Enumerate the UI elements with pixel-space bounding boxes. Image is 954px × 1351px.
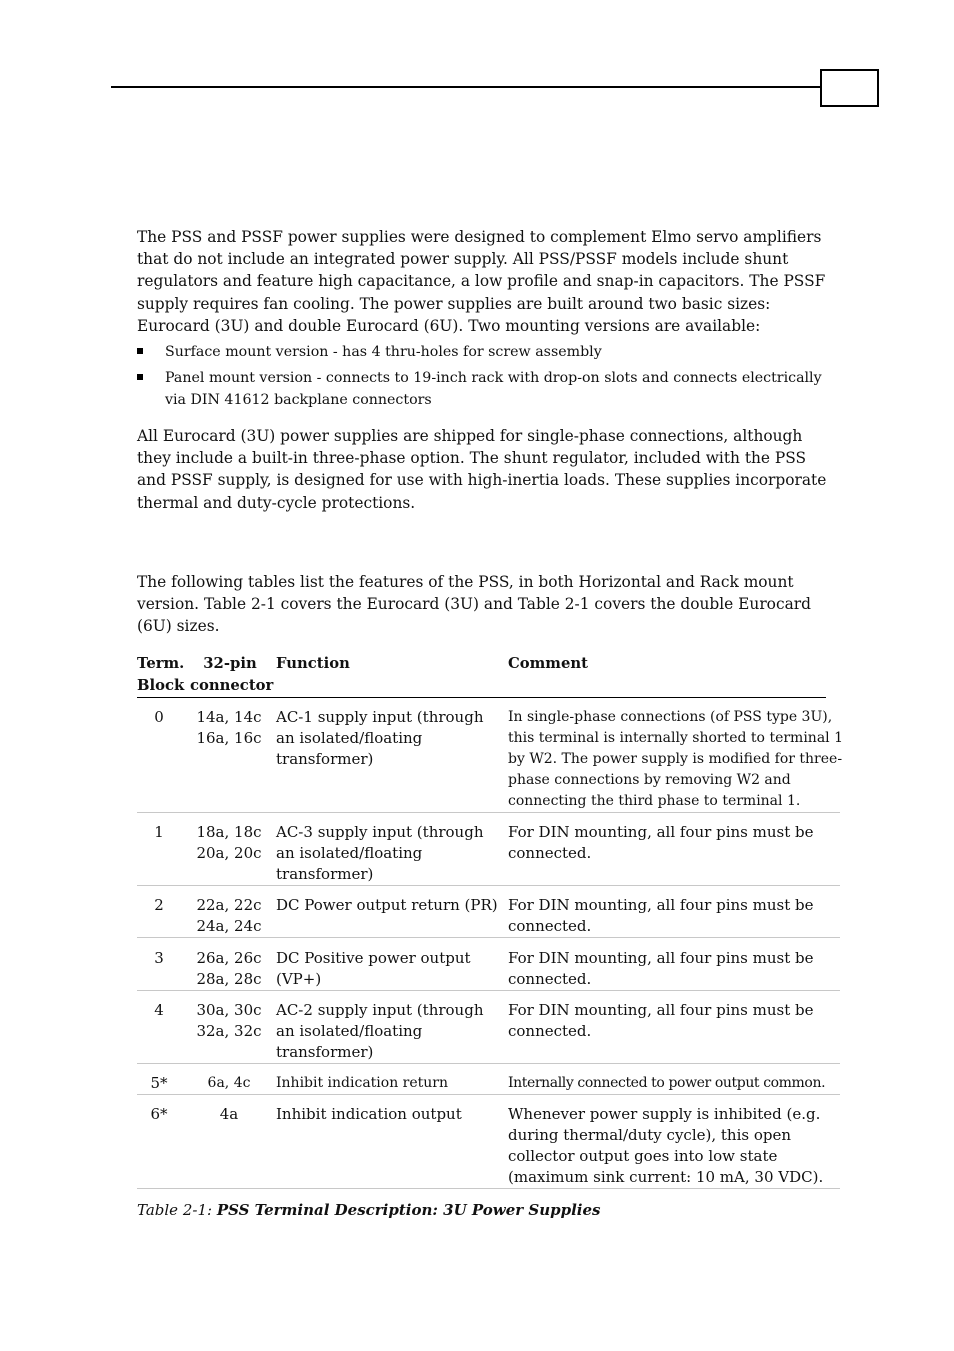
pins-line: 20a, 20c xyxy=(196,844,262,862)
term-cell: 0 xyxy=(154,708,164,726)
header-term xyxy=(137,653,184,697)
pins-cell xyxy=(189,1000,269,1042)
pins-line: 32a, 32c xyxy=(196,1022,262,1040)
list-item xyxy=(137,341,837,363)
pins-line: 16a, 16c xyxy=(196,729,262,747)
function-cell: Inhibit indication return xyxy=(276,1075,449,1091)
page-number-box xyxy=(820,69,879,107)
row-divider xyxy=(137,885,840,886)
caption-prefix: Table 2-1: xyxy=(137,1201,217,1219)
pins-line: 24a, 24c xyxy=(196,917,262,935)
bullet-icon xyxy=(137,348,143,354)
header-connector xyxy=(190,653,274,697)
pins-line: 22a, 22c xyxy=(196,896,262,914)
bullet-icon xyxy=(137,374,143,380)
comment-cell: For DIN mounting, all four pins must be connected. xyxy=(508,896,814,935)
term-cell: 6* xyxy=(150,1105,168,1123)
comment-cell: Internally connected to power output common. xyxy=(508,1075,826,1091)
pins-cell xyxy=(189,948,269,990)
pins-line: 18a, 18c xyxy=(196,823,262,841)
header-rule xyxy=(111,86,821,88)
eurocard-paragraph: All Eurocard (3U) power supplies are shipped for single-phase connections, although they include a built-in three-phase option. The shunt regulator, included with the PSS and PSSF supply, is designed for use with high-inertia loads. These supplies incorporate thermal and duty-cycle protections. xyxy=(137,427,827,512)
table-row xyxy=(137,948,840,991)
table-row xyxy=(137,895,840,938)
header-connector-line2: connector xyxy=(190,677,274,694)
table-caption xyxy=(137,1199,600,1221)
pins-line: 26a, 26c xyxy=(196,949,262,967)
table-row xyxy=(137,1104,840,1189)
function-cell: AC-3 supply input (through an isolated/floating transformer) xyxy=(276,823,484,883)
function-cell: AC-1 supply input (through an isolated/floating transformer) xyxy=(276,708,484,768)
pins-cell xyxy=(189,707,269,749)
row-divider xyxy=(137,1188,840,1189)
table-row xyxy=(137,822,840,886)
row-divider xyxy=(137,812,840,813)
header-function: Function xyxy=(276,655,350,672)
comment-cell: For DIN mounting, all four pins must be connected. xyxy=(508,949,814,988)
mounting-versions-list xyxy=(137,341,837,415)
comment-cell: In single-phase connections (of PSS type 3U), this terminal is internally shorted to terminal 1 by W2. The power supply is modified for three-phase connections by removing W2 and connecting the third phase to terminal 1. xyxy=(508,709,843,809)
function-cell: DC Power output return (PR) xyxy=(276,896,498,914)
header-term-line2: Block xyxy=(137,677,185,694)
row-divider xyxy=(137,1063,840,1064)
table-row xyxy=(137,1000,840,1064)
header-connector-line1: 32-pin xyxy=(203,655,257,672)
row-divider xyxy=(137,990,840,991)
list-item xyxy=(137,367,837,411)
term-cell: 1 xyxy=(154,823,164,841)
header-rule xyxy=(137,697,826,698)
comment-cell: For DIN mounting, all four pins must be connected. xyxy=(508,823,814,862)
header-comment: Comment xyxy=(508,655,588,672)
function-cell: Inhibit indication output xyxy=(276,1105,462,1123)
pins-cell: 6a, 4c xyxy=(207,1075,251,1091)
function-cell: DC Positive power output (VP+) xyxy=(276,949,471,988)
term-cell: 2 xyxy=(154,896,164,914)
tables-intro-paragraph: The following tables list the features of the PSS, in both Horizontal and Rack mount version. Table 2-1 covers the Eurocard (3U) and Table 2-1 covers the double Eurocard (6U) sizes. xyxy=(137,573,811,636)
table-row xyxy=(137,1073,840,1095)
pins-cell: 4a xyxy=(219,1105,239,1123)
intro-paragraph: The PSS and PSSF power supplies were designed to complement Elmo servo amplifiers that do not include an integrated power supply. All PSS/PSSF models include shunt regulators and feature high capacitance, a low profile and snap-in capacitors. The PSSF supply requires fan cooling. The power supplies are built around two basic sizes: Eurocard (3U) and double Eurocard (6U). Two mounting versions are available: xyxy=(137,228,826,335)
caption-title: PSS Terminal Description: 3U Power Supplies xyxy=(216,1201,601,1219)
list-item-text: Surface mount version - has 4 thru-holes for screw assembly xyxy=(165,344,602,360)
function-cell: AC-2 supply input (through an isolated/floating transformer) xyxy=(276,1001,484,1061)
comment-cell: Whenever power supply is inhibited (e.g. during thermal/duty cycle), this open collector output goes into low state (maximum sink current: 10 mA, 30 VDC). xyxy=(508,1105,824,1186)
pins-line: 30a, 30c xyxy=(196,1001,262,1019)
comment-cell: For DIN mounting, all four pins must be connected. xyxy=(508,1001,814,1040)
pins-cell xyxy=(189,895,269,937)
term-cell: 3 xyxy=(154,949,164,967)
header-term-line1: Term. xyxy=(137,655,185,672)
pins-cell xyxy=(189,822,269,864)
table-row xyxy=(137,707,843,813)
list-item-text: Panel mount version - connects to 19-inch rack with drop-on slots and connects electrically via DIN 41612 backplane connectors xyxy=(165,370,822,408)
term-cell: 4 xyxy=(154,1001,164,1019)
pins-line: 28a, 28c xyxy=(196,970,262,988)
row-divider xyxy=(137,937,840,938)
pins-line: 14a, 14c xyxy=(196,708,262,726)
row-divider xyxy=(137,1094,840,1095)
term-cell: 5* xyxy=(150,1074,168,1092)
